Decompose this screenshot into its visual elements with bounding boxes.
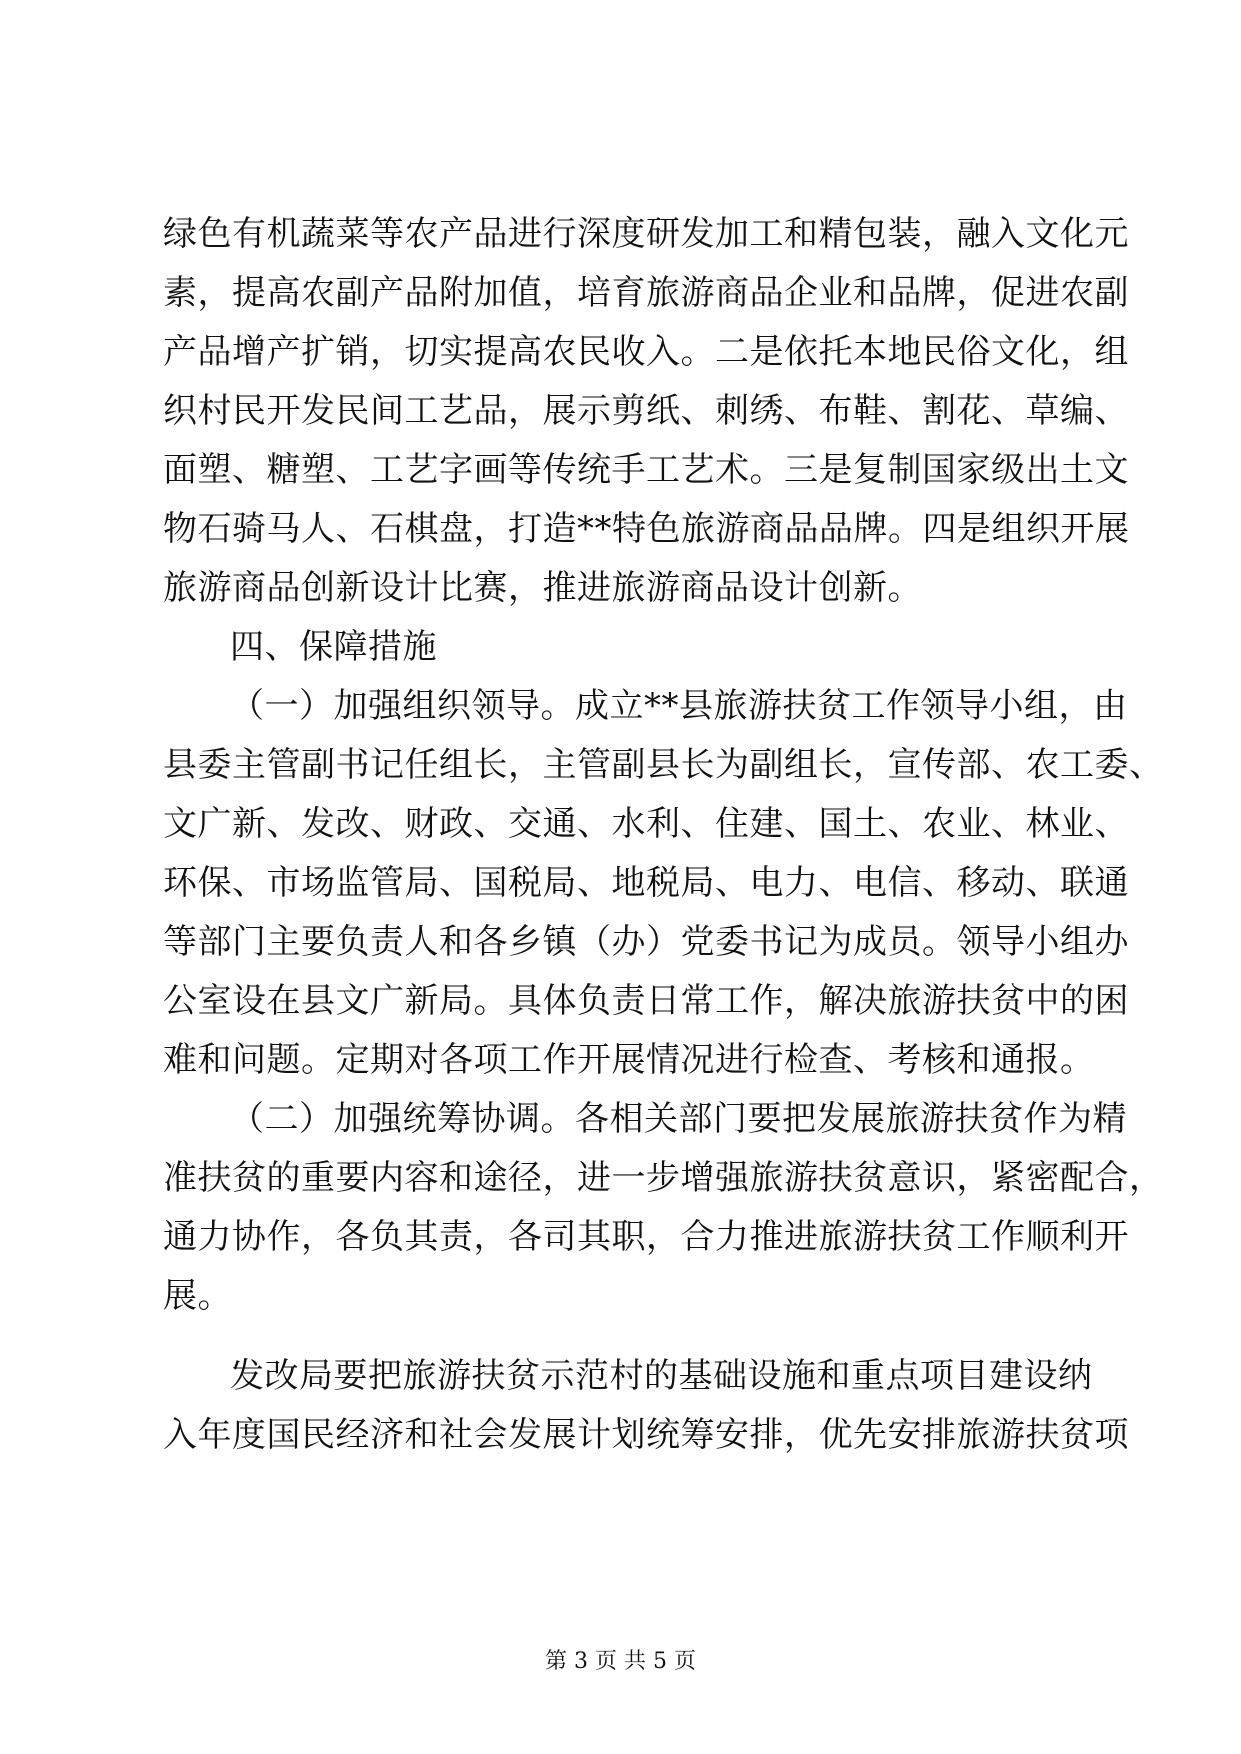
body-line: （一）加强组织领导。成立**县旅游扶贫工作领导小组，由 — [230, 686, 1128, 726]
body-line: 通力协作，各负其责，各司其职，合力推进旅游扶贫工作顺利开 — [163, 1217, 1129, 1257]
body-line: 入年度国民经济和社会发展计划统筹安排，优先安排旅游扶贫项 — [163, 1415, 1129, 1455]
body-line: （二）加强统筹协调。各相关部门要把发展旅游扶贫作为精 — [230, 1099, 1127, 1139]
body-line: 素，提高农副产品附加值，培育旅游商品企业和品牌，促进农副 — [163, 273, 1129, 313]
body-line: 难和问题。定期对各项工作开展情况进行检查、考核和通报。 — [163, 1040, 1095, 1080]
body-line: 环保、市场监管局、国税局、地税局、电力、电信、移动、联通 — [163, 863, 1129, 903]
page-footer: 第 3 页 共 5 页 — [545, 1649, 696, 1674]
body-line: 展。 — [163, 1276, 232, 1316]
body-line: 产品增产扩销，切实提高农民收入。二是依托本地民俗文化，组 — [163, 332, 1129, 372]
body-line: 县委主管副书记任组长，主管副县长为副组长，宣传部、农工委、 — [163, 745, 1164, 785]
body-line: 旅游商品创新设计比赛，推进旅游商品设计创新。 — [163, 568, 922, 608]
section-heading: 四、保障措施 — [230, 627, 437, 667]
body-line: 物石骑马人、石棋盘，打造**特色旅游商品品牌。四是组织开展 — [163, 509, 1130, 549]
body-line: 等部门主要负责人和各乡镇（办）党委书记为成员。领导小组办 — [163, 922, 1129, 962]
body-line: 发改局要把旅游扶贫示范村的基础设施和重点项目建设纳 — [230, 1356, 1093, 1396]
body-line: 面塑、糖塑、工艺字画等传统手工艺术。三是复制国家级出土文 — [163, 450, 1129, 490]
body-line: 公室设在县文广新局。具体负责日常工作，解决旅游扶贫中的困 — [163, 981, 1129, 1021]
body-line: 织村民开发民间工艺品，展示剪纸、刺绣、布鞋、割花、草编、 — [163, 391, 1129, 431]
body-line: 绿色有机蔬菜等农产品进行深度研发加工和精包装，融入文化元 — [163, 214, 1129, 254]
body-line: 文广新、发改、财政、交通、水利、住建、国土、农业、林业、 — [163, 804, 1129, 844]
body-line: 准扶贫的重要内容和途径，进一步增强旅游扶贫意识，紧密配合， — [163, 1158, 1164, 1198]
